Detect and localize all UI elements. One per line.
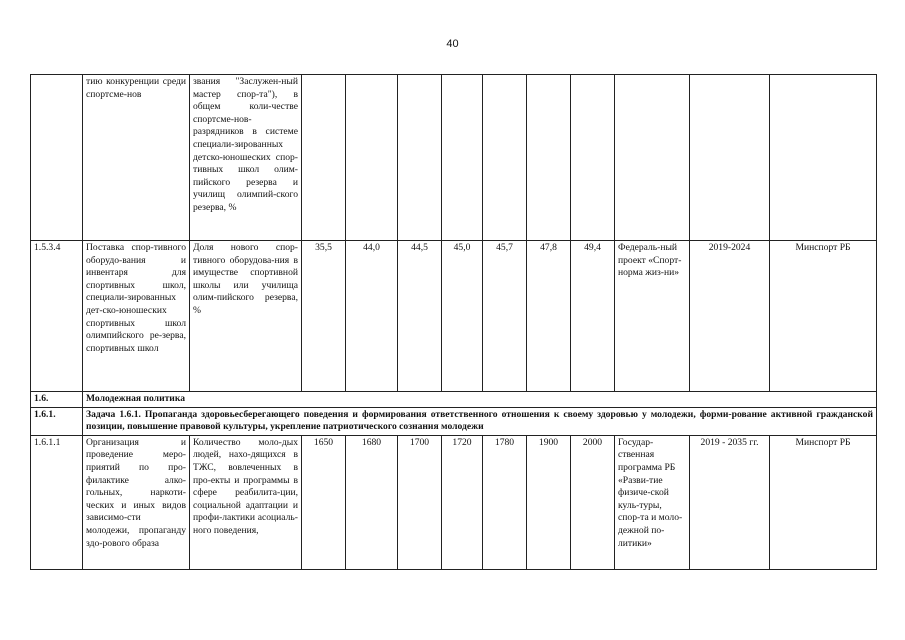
value-cell: 1700	[398, 435, 442, 569]
period-cell	[690, 75, 770, 241]
value-cell: 1680	[346, 435, 398, 569]
indicator-cell: Доля нового спор-тивного оборудова-ния в имуществе спортивной школы или училища олим-пийского резерва, %	[190, 241, 302, 392]
measure-cell: тию конкуренции среди спортсме-нов	[83, 75, 190, 241]
value-cell	[527, 75, 571, 241]
value-cell: 45,0	[442, 241, 483, 392]
value-cell: 1650	[302, 435, 346, 569]
value-cell	[483, 75, 527, 241]
table-row	[31, 75, 877, 241]
program-cell	[615, 75, 690, 241]
period-cell: 2019 - 2035 гг.	[690, 435, 770, 569]
executor-cell: Минспорт РБ	[770, 241, 877, 392]
value-cell: 2000	[571, 435, 615, 569]
indicator-cell: звания "Заслужен-ный мастер спор-та"), в общем коли-честве спортсме-нов-разрядников в системе специали-зированных детско-юношеских спор-тивных школ олим-пийского резерва и училищ олимпий-ского резерва, %	[190, 75, 302, 241]
row-code: 1.5.3.4	[31, 241, 83, 392]
value-cell: 47,8	[527, 241, 571, 392]
value-cell: 1720	[442, 435, 483, 569]
value-cell: 1900	[527, 435, 571, 569]
value-cell: 45,7	[483, 241, 527, 392]
value-cell: 1780	[483, 435, 527, 569]
measure-cell: Поставка спор-тивного оборудо-вания и инвентаря для спортивных школ, специали-зированных дет-ско-юношеских спортивных школ олимпийского ре-зерва, спортивных школ	[83, 241, 190, 392]
value-cell	[346, 75, 398, 241]
table-row	[31, 241, 877, 392]
task-code: 1.6.1.	[31, 407, 83, 435]
task-row	[31, 407, 877, 435]
section-row	[31, 392, 877, 408]
program-table	[30, 74, 877, 570]
value-cell: 44,5	[398, 241, 442, 392]
row-code: 1.6.1.1	[31, 435, 83, 569]
value-cell: 49,4	[571, 241, 615, 392]
value-cell	[302, 75, 346, 241]
period-cell: 2019-2024	[690, 241, 770, 392]
indicator-cell: Количество моло-дых людей, нахо-дящихся в ТЖС, вовлеченных в про-екты и программы в сфере реабилита-ции, социальной адаптации и профи-лактики асоциаль-ного поведения,	[190, 435, 302, 569]
value-cell	[442, 75, 483, 241]
value-cell: 35,5	[302, 241, 346, 392]
executor-cell	[770, 75, 877, 241]
executor-cell: Минспорт РБ	[770, 435, 877, 569]
value-cell: 44,0	[346, 241, 398, 392]
measure-cell: Организация и проведение меро-приятий по про-филактике алко-гольных, наркоти-ческих и иных видов зависимо-сти молодежи, пропаганду здо-рового образа	[83, 435, 190, 569]
section-code: 1.6.	[31, 392, 83, 408]
table-row	[31, 435, 877, 569]
program-cell: Государ-ственная программа РБ «Разви-тие физиче-ской куль-туры, спор-та и моло-дежной по-литики»	[615, 435, 690, 569]
program-cell: Федераль-ный проект «Спорт-норма жиз-ни»	[615, 241, 690, 392]
value-cell	[398, 75, 442, 241]
value-cell	[571, 75, 615, 241]
task-title: Задача 1.6.1. Пропаганда здоровьесберегающего поведения и формирования ответственного отношения к своему здоровью у молодежи, форми-рование активной гражданской позиции, повышение правовой культуры, укрепление патриотического сознания молодежи	[83, 407, 877, 435]
row-code	[31, 75, 83, 241]
section-title: Молодежная политика	[83, 392, 877, 408]
page-number: 40	[446, 38, 459, 50]
